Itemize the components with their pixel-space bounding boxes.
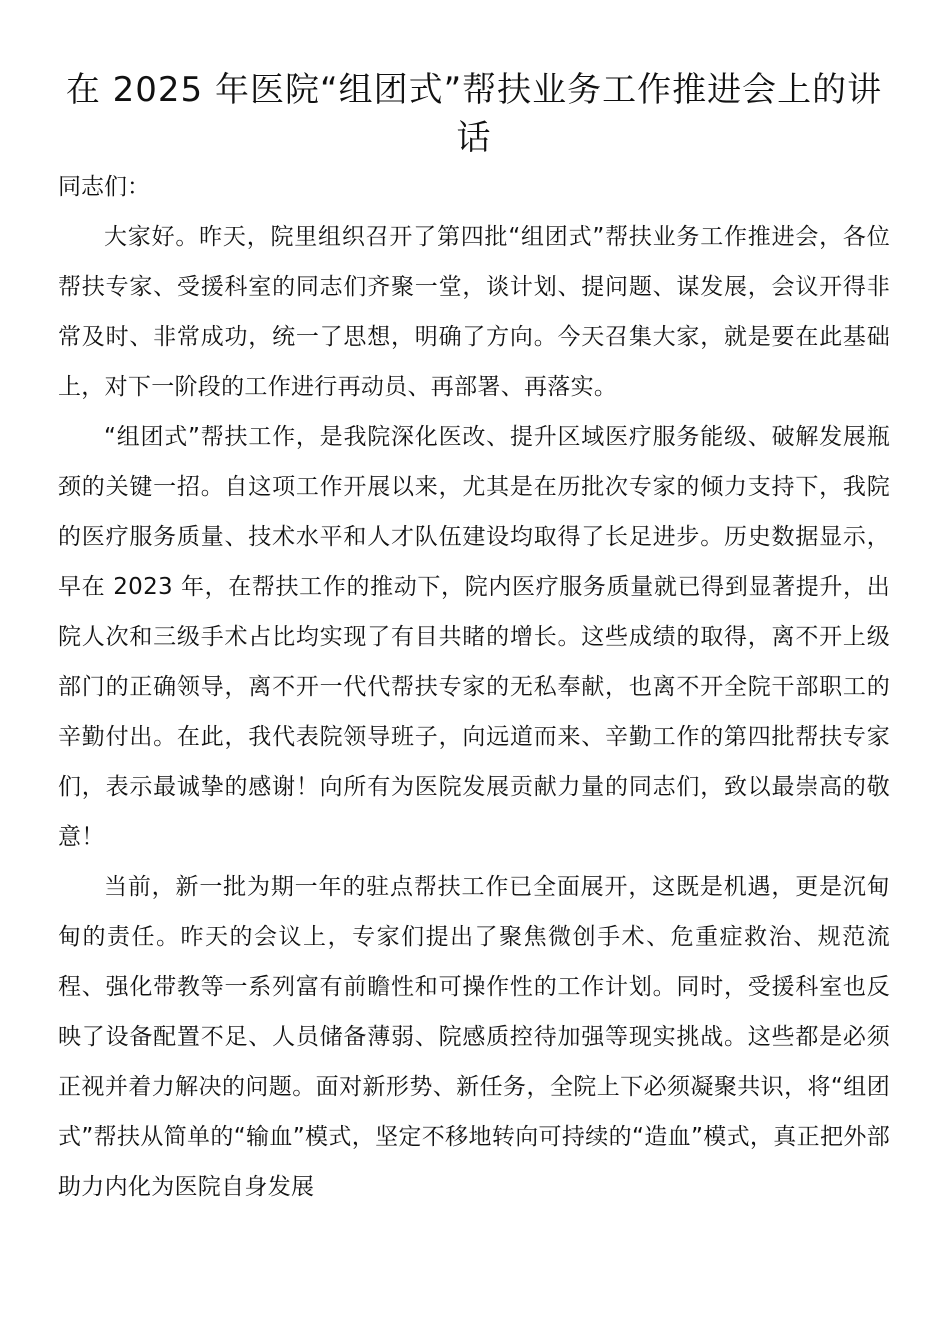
paragraph-3: 当前，新一批为期一年的驻点帮扶工作已全面展开，这既是机遇，更是沉甸甸的责任。昨天的会议上，专家们提出了聚焦微创手术、危重症救治、规范流程、强化带教等一系列富有前瞻性和可操作性的工作计划。同时，受援科室也反映了设备配置不足、人员储备薄弱、院感质控待加强等现实挑战。这些都是必须正视并着力解决的问题。面对新形势、新任务，全院上下必须凝聚共识，将“组团式”帮扶从简单的“输血”模式，坚定不移地转向可持续的“造血”模式，真正把外部助力内化为医院自身发展 [58, 874, 890, 1200]
document-title: 在 2025 年医院“组团式”帮扶业务工作推进会上的讲话 [65, 70, 883, 158]
paragraph-1: 大家好。昨天，院里组织召开了第四批“组团式”帮扶业务工作推进会，各位帮扶专家、受援科室的同志们齐聚一堂，谈计划、提问题、谋发展，会议开得非常及时、非常成功，统一了思想，明确了方向。今天召集大家，就是要在此基础上，对下一阶段的工作进行再动员、再部署、再落实。 [58, 224, 890, 400]
salutation: 同志们： [58, 174, 150, 200]
paragraph-2: “组团式”帮扶工作，是我院深化医改、提升区域医疗服务能级、破解发展瓶颈的关键一招。自这项工作开展以来，尤其是在历批次专家的倾力支持下，我院的医疗服务质量、技术水平和人才队伍建设均取得了长足进步。历史数据显示，早在 2023 年，在帮扶工作的推动下，院内医疗服务质量就已得到显著提升，出院人次和三级手术占比均实现了有目共睹的增长。这些成绩的取得，离不开上级部门的正确领导，离不开一代代帮扶专家的无私奉献，也离不开全院干部职工的辛勤付出。在此，我代表院领导班子，向远道而来、辛勤工作的第四批帮扶专家们，表示最诚挚的感谢！向所有为医院发展贡献力量的同志们，致以最崇高的敬意！ [58, 424, 890, 850]
document-page [58, 66, 890, 1212]
